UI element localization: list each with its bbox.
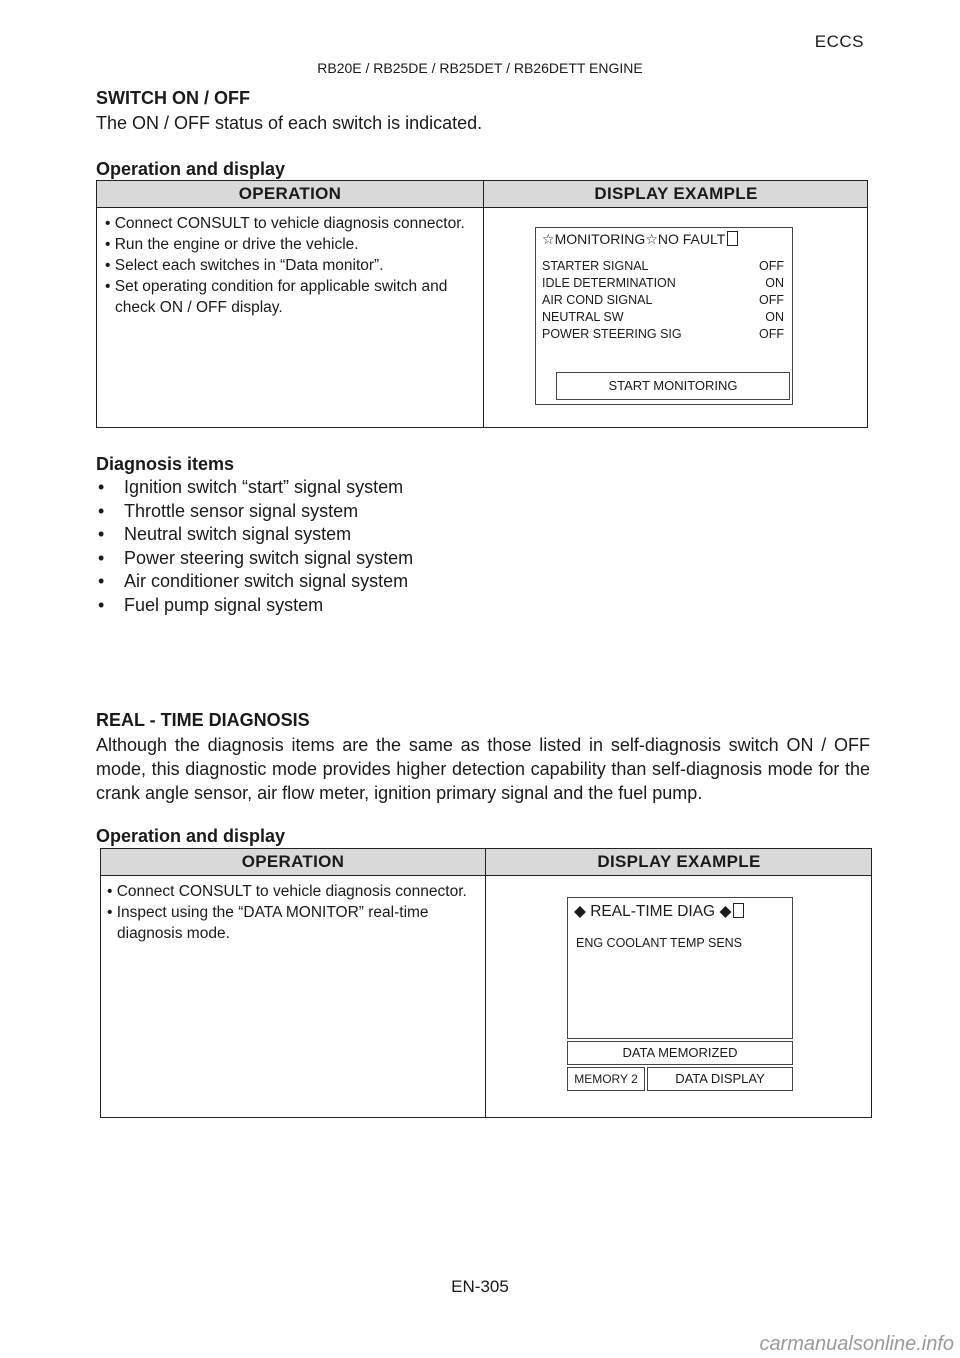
data-display-button: DATA DISPLAY: [647, 1067, 793, 1091]
switch-operation-table: [96, 180, 868, 428]
monitor-row: IDLE DETERMINATION ON: [542, 276, 784, 290]
list-item: • Fuel pump signal system: [96, 594, 696, 618]
monitor-row: POWER STEERING SIG OFF: [542, 327, 784, 341]
monitor-screen-example: [535, 227, 793, 405]
monitor-title: ☆MONITORING☆NO FAULT: [542, 231, 738, 248]
star-icon: ☆: [542, 231, 555, 247]
list-item: • Air conditioner switch signal system: [96, 570, 696, 594]
operation-steps: [103, 881, 477, 944]
operation-header: OPERATION: [241, 852, 345, 871]
memory-2-button: MEMORY 2: [567, 1067, 645, 1091]
realtime-section-description: Although the diagnosis items are the same as those listed in self-diagnosis switch ON / OFF mode, this diagnostic mode provides higher detection capability than self-diagnosis mode for the crank angle sensor, air flow meter, ignition primary signal and the fuel pump.: [96, 735, 870, 803]
page-box-icon: [727, 231, 738, 246]
operation-step: • Set operating condition for applicable switch and check ON / OFF display.: [105, 278, 448, 316]
list-item: • Throttle sensor signal system: [96, 500, 696, 524]
page-box-icon: [733, 903, 744, 918]
data-memorized-button: DATA MEMORIZED: [567, 1041, 793, 1065]
section-code: ECCS: [814, 32, 864, 51]
switch-section-description: The ON / OFF status of each switch is indicated.: [96, 113, 483, 133]
display-example-header: DISPLAY EXAMPLE: [594, 184, 758, 203]
operation-step: • Select each switches in “Data monitor”.: [105, 257, 384, 274]
realtime-title: ◆ REAL-TIME DIAG ◆: [574, 902, 744, 921]
switch-operation-title: Operation and display: [96, 159, 286, 179]
diagnosis-items-list: [96, 476, 696, 617]
watermark: carmanualsonline.info: [759, 1333, 954, 1355]
operation-step: • Connect CONSULT to vehicle diagnosis connector.: [105, 215, 465, 232]
list-item: • Neutral switch signal system: [96, 523, 696, 547]
star-icon: ☆: [645, 231, 658, 247]
display-example-header: DISPLAY EXAMPLE: [597, 852, 761, 871]
list-item: • Ignition switch “start” signal system: [96, 476, 696, 500]
operation-step: • Run the engine or drive the vehicle.: [105, 236, 359, 253]
operation-step: • Inspect using the “DATA MONITOR” real-time diagnosis mode.: [107, 904, 429, 942]
realtime-item: ENG COOLANT TEMP SENS: [576, 936, 743, 950]
monitor-row: NEUTRAL SW ON: [542, 310, 784, 324]
monitor-row: STARTER SIGNAL OFF: [542, 259, 784, 273]
realtime-screen-example: [567, 897, 793, 1039]
column-divider: [483, 181, 484, 427]
list-item: • Power steering switch signal system: [96, 547, 696, 571]
operation-steps: [101, 213, 471, 318]
start-monitoring-button: START MONITORING: [556, 372, 790, 400]
realtime-operation-table: [100, 848, 872, 1118]
diamond-icon: ◆: [574, 903, 586, 920]
operation-step: • Connect CONSULT to vehicle diagnosis connector.: [107, 883, 467, 900]
page-number: EN-305: [451, 1277, 509, 1296]
diagnosis-items-title: Diagnosis items: [96, 454, 235, 474]
diamond-icon: ◆: [719, 903, 732, 920]
realtime-operation-title: Operation and display: [96, 826, 286, 846]
monitor-row: AIR COND SIGNAL OFF: [542, 293, 784, 307]
realtime-section-title: REAL - TIME DIAGNOSIS: [96, 710, 310, 730]
engine-header: RB20E / RB25DE / RB25DET / RB26DETT ENGINE: [317, 60, 643, 76]
switch-section-title: SWITCH ON / OFF: [96, 88, 250, 108]
operation-header: OPERATION: [238, 184, 342, 203]
column-divider: [485, 849, 486, 1117]
